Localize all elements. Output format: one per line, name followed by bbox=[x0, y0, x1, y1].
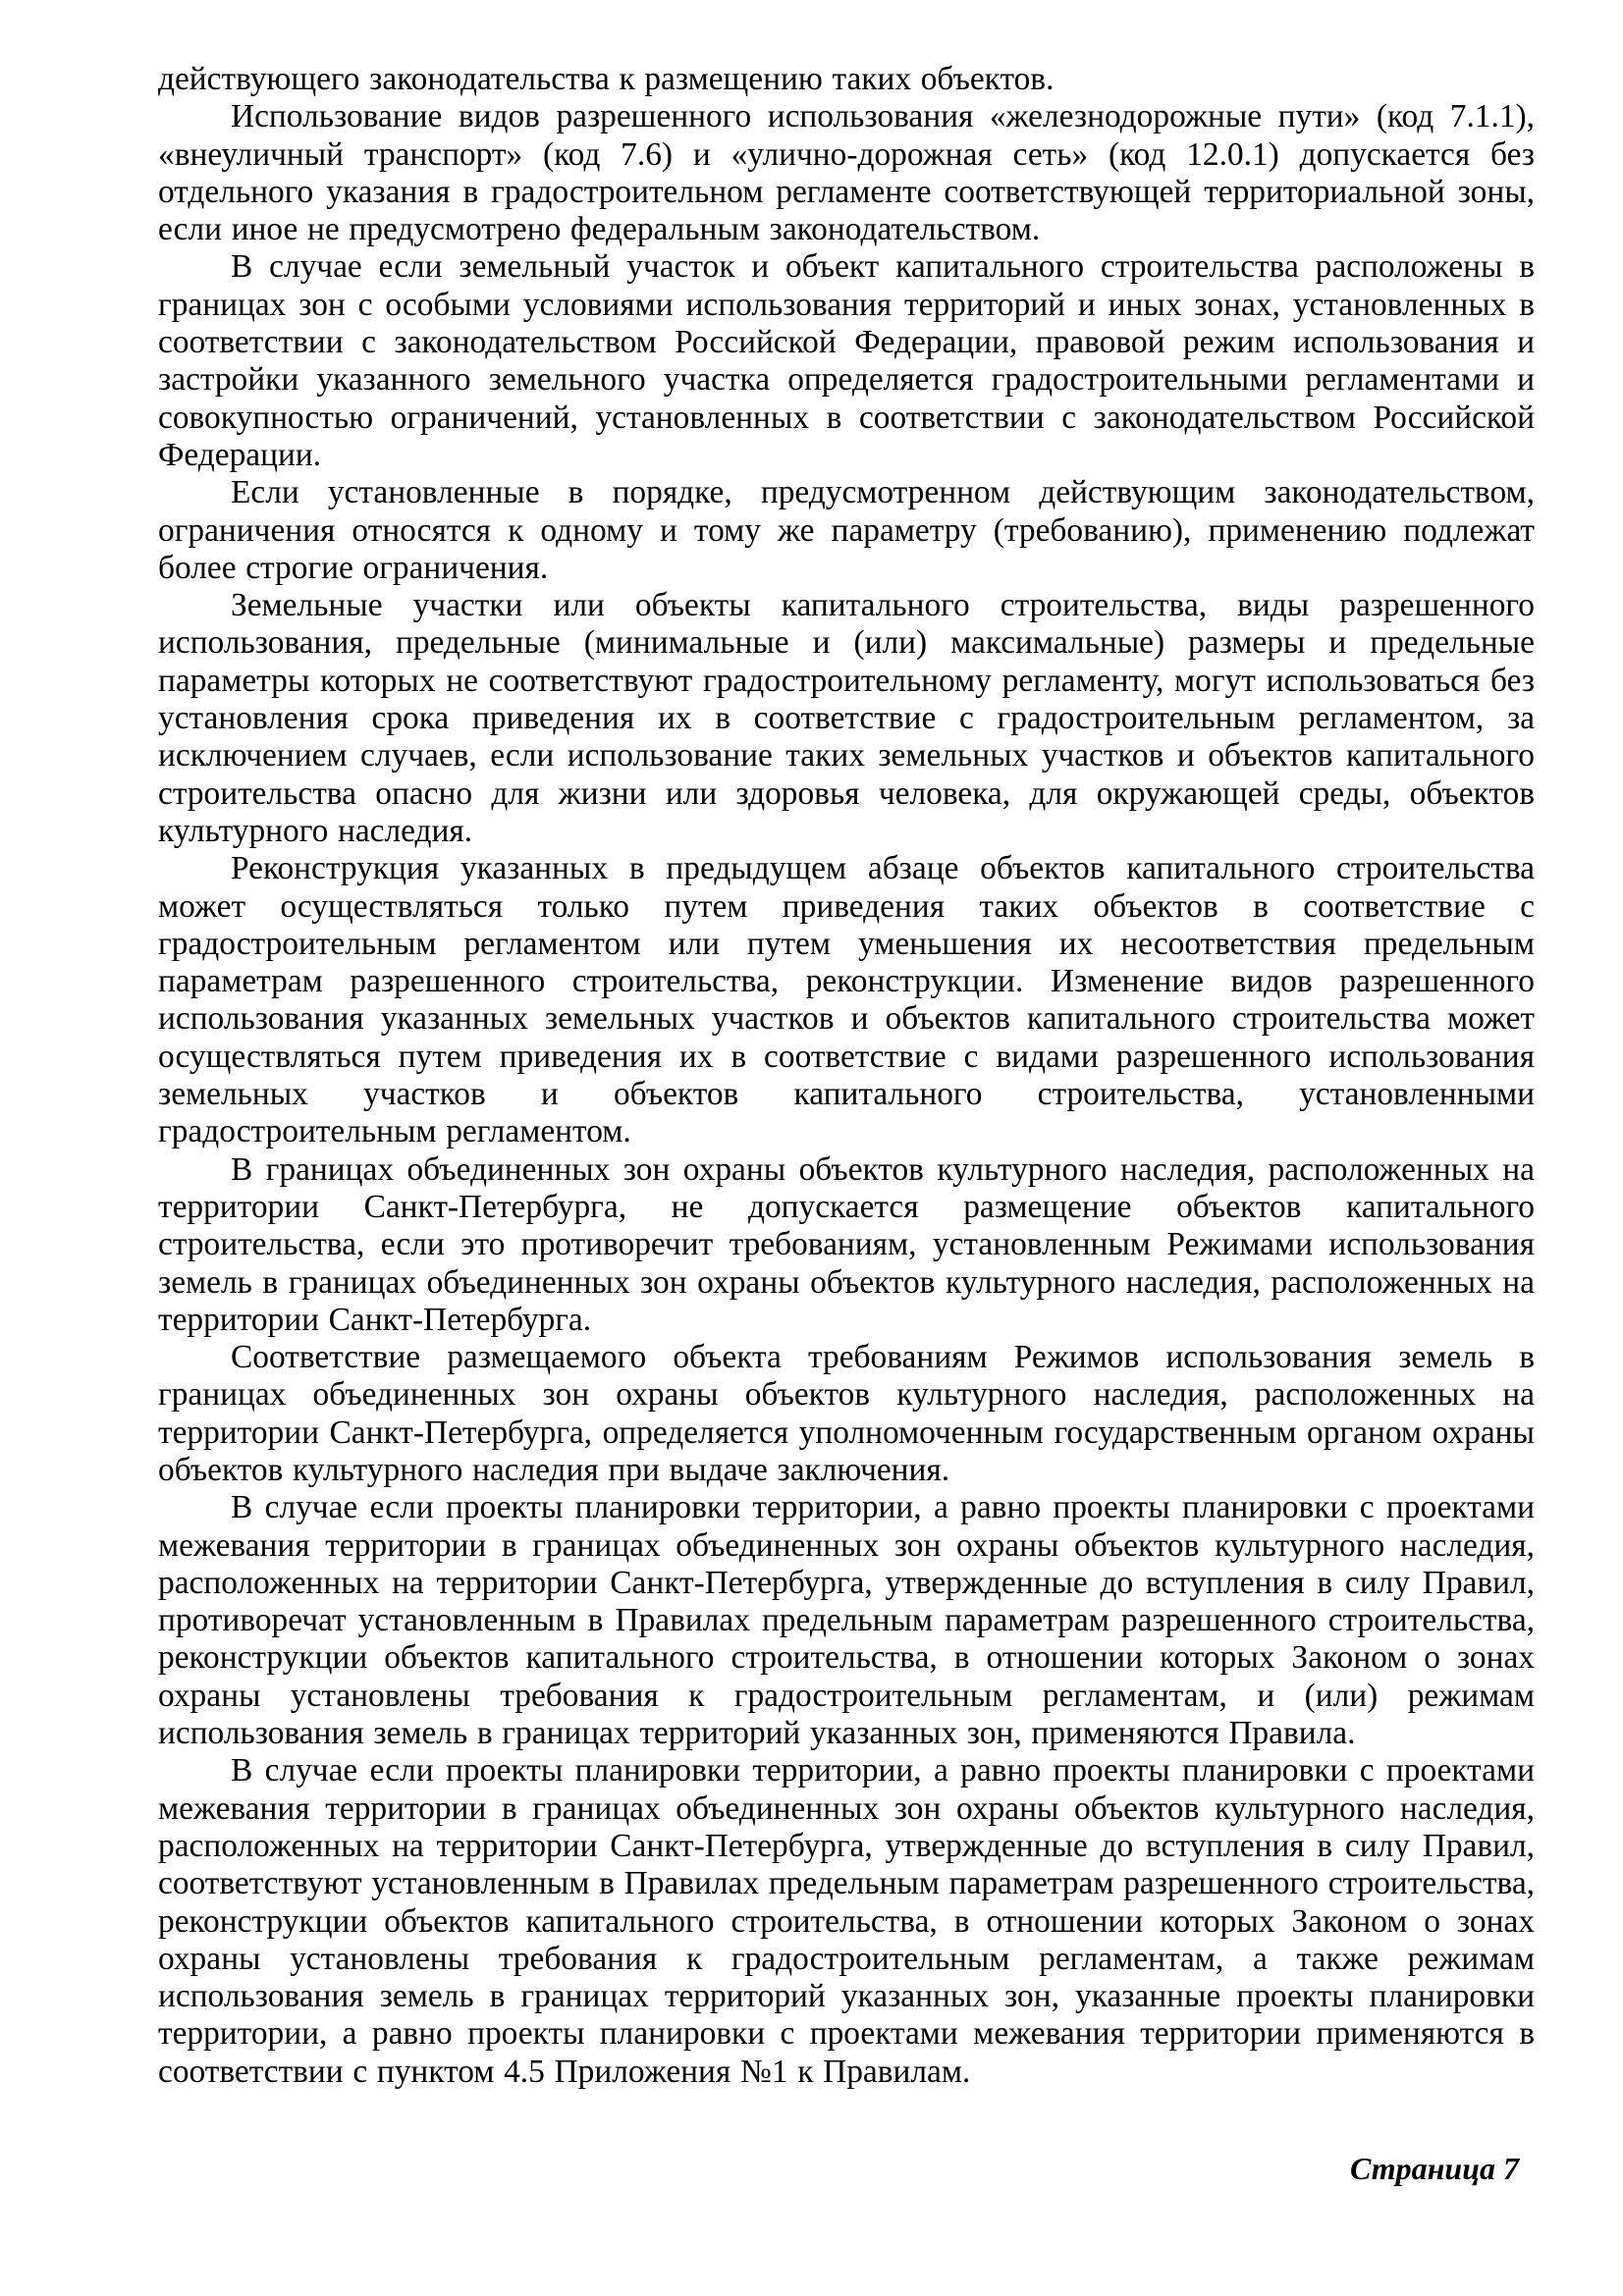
paragraph-6: Реконструкция указанных в предыдущем абзаце объектов капитального строительства может осуществляться только путем приведения таких объектов в соответствие с градостроительным регламентом или путем уменьшения их несоответствия предельным параметрам разрешенного строительства, реконструкции. Изменение видов разрешенного использования указанных земельных участков и объектов капитального строительства может осуществляться путем приведения их в соответствие с видами разрешенного использования земельных участков и объектов капитального строительства, установленными градостроительным регламентом. bbox=[158, 850, 1535, 1150]
paragraph-5: Земельные участки или объекты капитального строительства, виды разрешенного использования, предельные (минимальные и (или) максимальные) размеры и предельные параметры которых не соответствуют градостроительному регламенту, могут использоваться без установления срока приведения их в соответствие с градостроительным регламентом, за исключением случаев, если использование таких земельных участков и объектов капитального строительства опасно для жизни или здоровья человека, для окружающей среды, объектов культурного наследия. bbox=[158, 587, 1535, 849]
paragraph-2: Использование видов разрешенного использования «железнодорожные пути» (код 7.1.1), «внеуличный транспорт» (код 7.6) и «улично-дорожная сеть» (код 12.0.1) допускается без отдельного указания в градостроительном регламенте соответствующей территориальной зоны, если иное не предусмотрено федеральным законодательством. bbox=[158, 98, 1535, 248]
page-number: Страница 7 bbox=[1349, 2151, 1519, 2186]
paragraph-4: Если установленные в порядке, предусмотренном действующим законодательством, ограничения относятся к одному и тому же параметру (требованию), применению подлежат более строгие ограничения. bbox=[158, 474, 1535, 586]
paragraph-7: В границах объединенных зон охраны объектов культурного наследия, расположенных на территории Санкт-Петербурга, не допускается размещение объектов капитального строительства, если это противоречит требованиям, установленным Режимами использования земель в границах объединенных зон охраны объектов культурного наследия, расположенных на территории Санкт-Петербурга. bbox=[158, 1150, 1535, 1338]
page-content bbox=[158, 61, 1535, 2091]
paragraph-1: действующего законодательства к размещению таких объектов. bbox=[158, 61, 1055, 97]
paragraph-10: В случае если проекты планировки территории, а равно проекты планировки с проектами межевания территории в границах объединенных зон охраны объектов культурного наследия, расположенных на территории Санкт-Петербурга, утвержденные до вступления в силу Правил, соответствуют установленным в Правилах предельным параметрам разрешенного строительства, реконструкции объектов капитального строительства, в отношении которых Законом о зонах охраны установлены требования к градостроительным регламентам, а также режимам использования земель в границах территорий указанных зон, указанные проекты планировки территории, а равно проекты планировки с проектами межевания территории применяются в соответствии с пунктом 4.5 Приложения №1 к Правилам. bbox=[158, 1752, 1535, 2090]
paragraph-3: В случае если земельный участок и объект капитального строительства расположены в границах зон с особыми условиями использования территорий и иных зонах, установленных в соответствии с законодательством Российской Федерации, правовой режим использования и застройки указанного земельного участка определяется градостроительными регламентами и совокупностью ограничений, установленных в соответствии с законодательством Российской Федерации. bbox=[158, 248, 1535, 473]
paragraph-8: Соответствие размещаемого объекта требованиям Режимов использования земель в границах объединенных зон охраны объектов культурного наследия, расположенных на территории Санкт-Петербурга, определяется уполномоченным государственным органом охраны объектов культурного наследия при выдаче заключения. bbox=[158, 1339, 1535, 1488]
paragraph-9: В случае если проекты планировки территории, а равно проекты планировки с проектами межевания территории в границах объединенных зон охраны объектов культурного наследия, расположенных на территории Санкт-Петербурга, утвержденные до вступления в силу Правил, противоречат установленным в Правилах предельным параметрам разрешенного строительства, реконструкции объектов капитального строительства, в отношении которых Законом о зонах охраны установлены требования к градостроительным регламентам, и (или) режимам использования земель в границах территорий указанных зон, применяются Правила. bbox=[158, 1489, 1535, 1752]
